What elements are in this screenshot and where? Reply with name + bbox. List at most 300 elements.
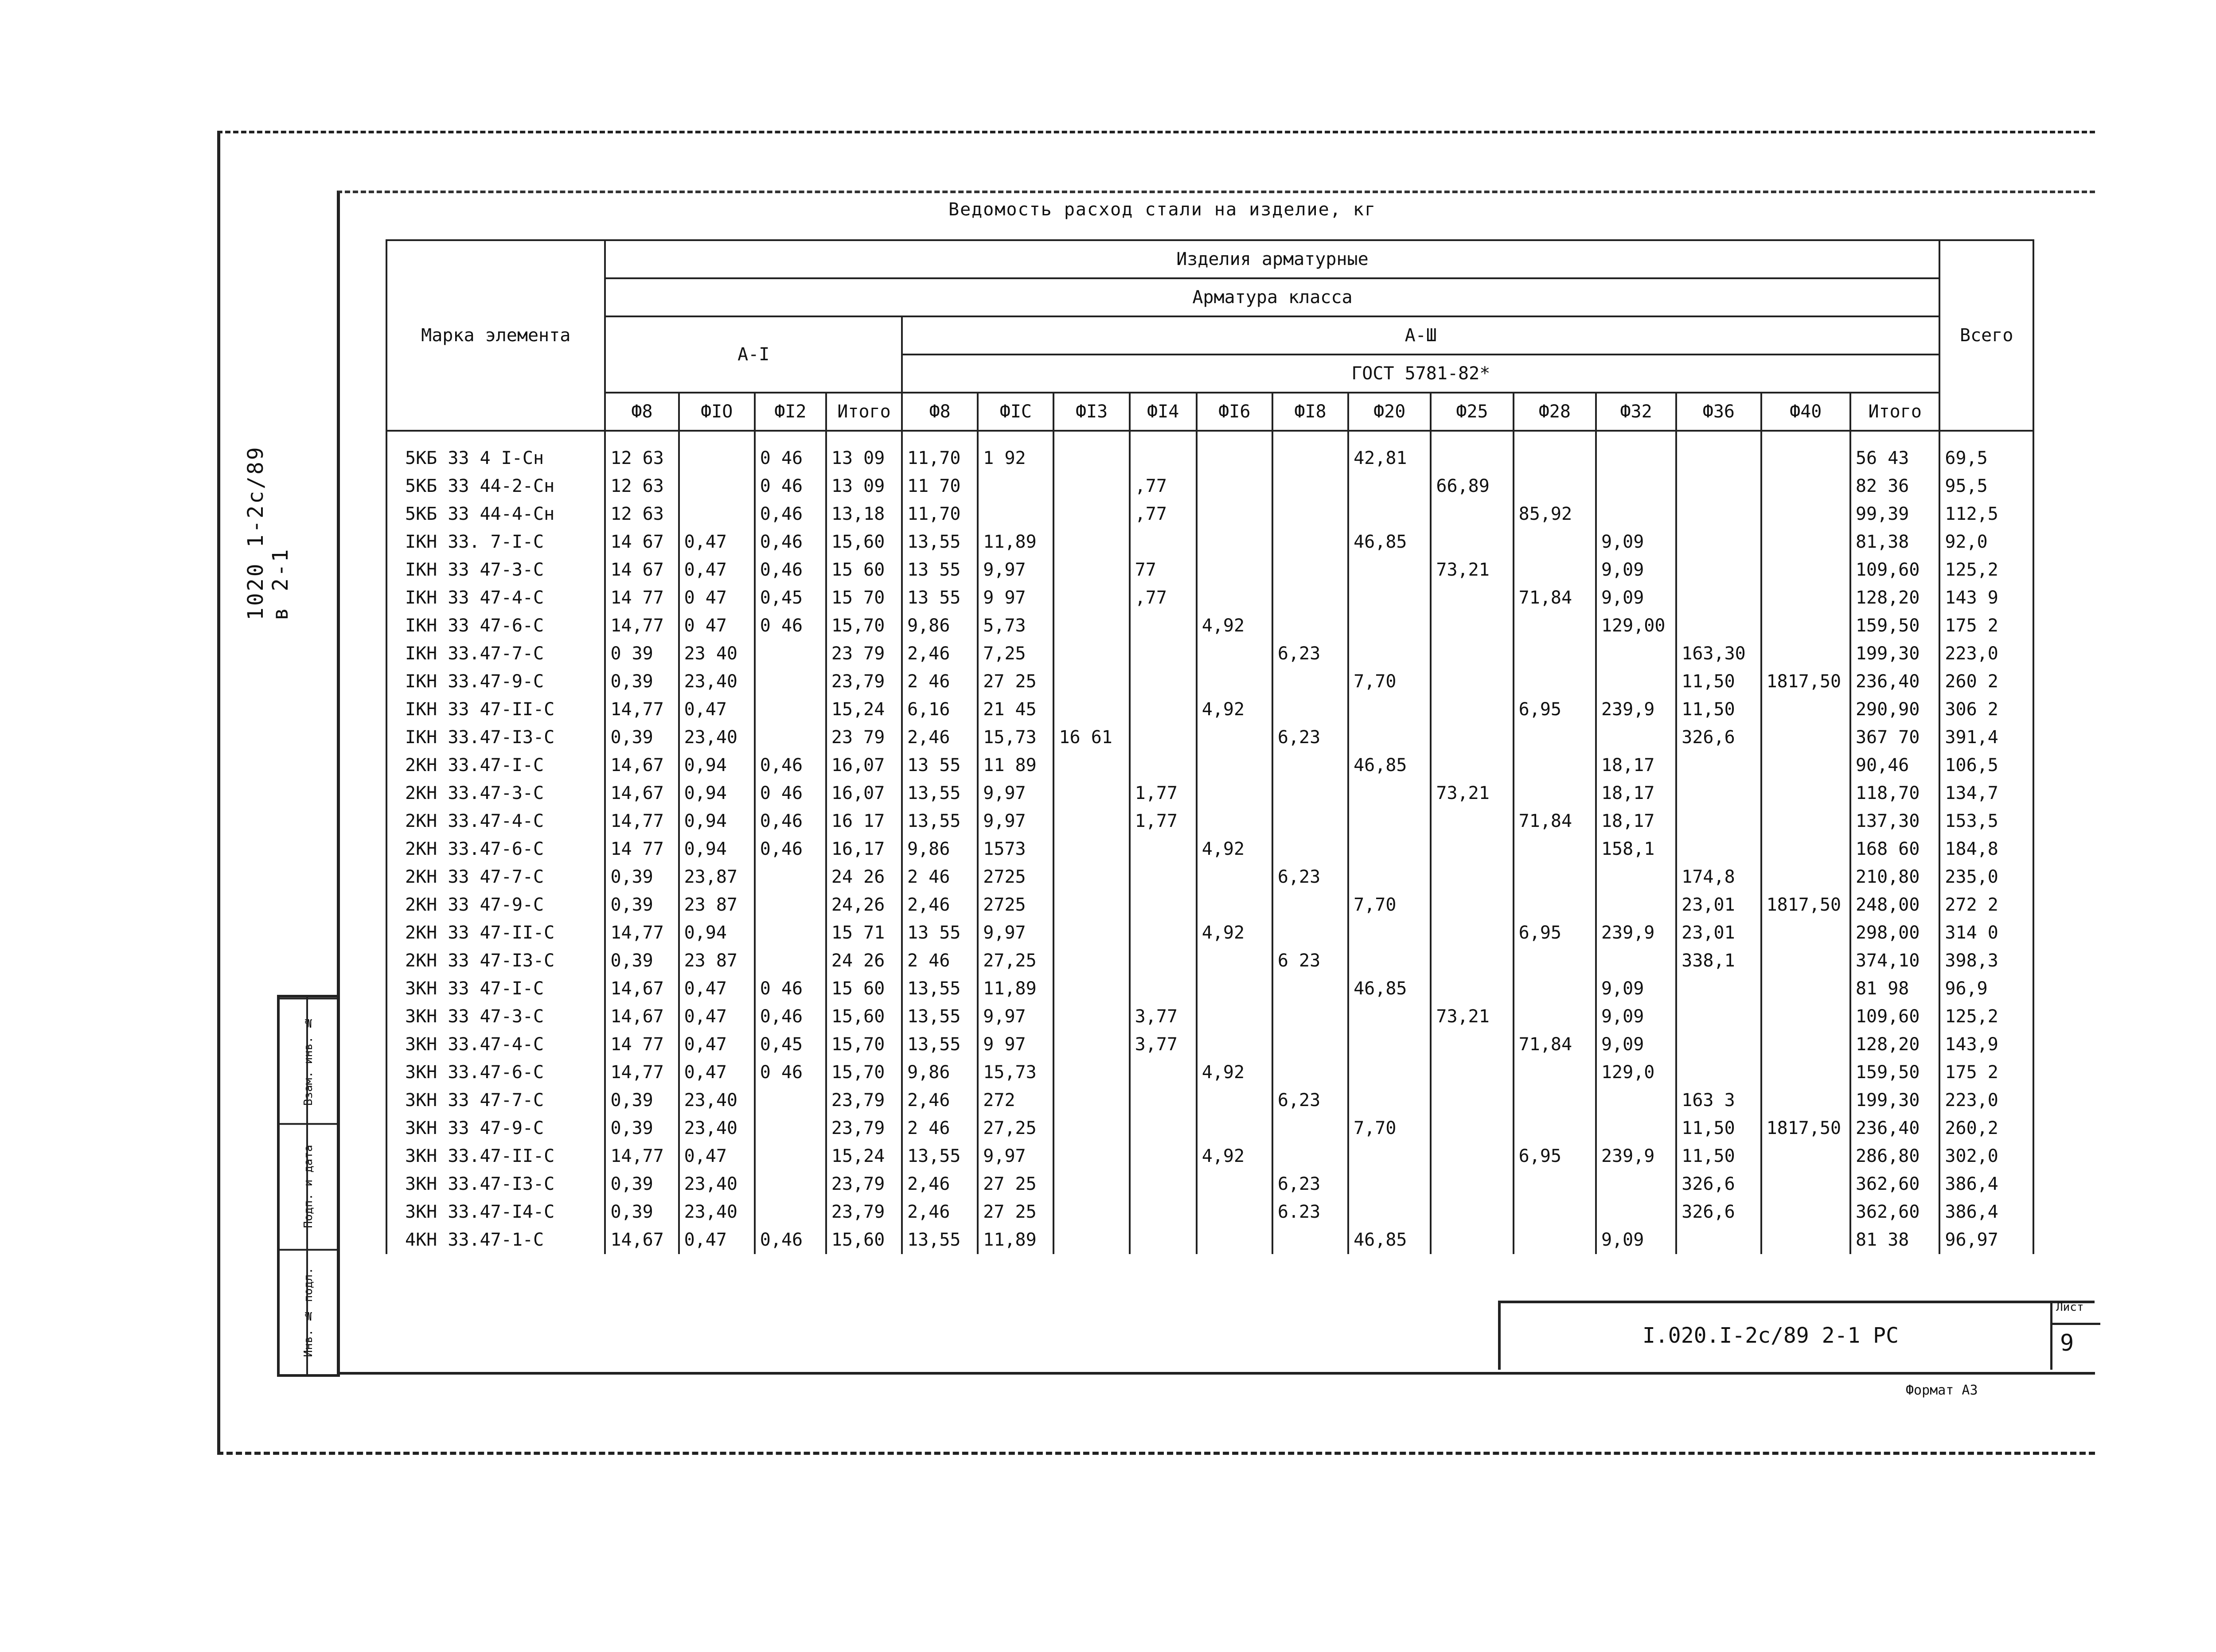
- mass-cell: 11,70: [902, 431, 978, 472]
- mass-cell: 23,01: [1676, 891, 1761, 919]
- mass-cell: [1053, 835, 1129, 863]
- mass-cell: 0,46: [755, 528, 826, 556]
- mass-cell: [1053, 1142, 1129, 1170]
- mass-cell: [1197, 807, 1272, 835]
- mass-cell: 4,92: [1197, 1142, 1272, 1170]
- mass-cell: 4,92: [1197, 612, 1272, 639]
- mass-cell: [755, 1114, 826, 1142]
- mass-cell: [1761, 431, 1850, 472]
- mass-cell: [1053, 975, 1129, 1003]
- mass-cell: 99,39: [1850, 500, 1939, 528]
- mass-cell: [1272, 500, 1348, 528]
- mass-cell: 118,70: [1850, 779, 1939, 807]
- element-mark: 4КН 33.47-1-С: [386, 1226, 605, 1254]
- mass-cell: 7,25: [978, 639, 1053, 667]
- table-row: [386, 667, 2033, 695]
- mass-cell: 81 38: [1850, 1226, 1939, 1254]
- mass-cell: 23,40: [679, 1114, 755, 1142]
- total-header: Всего: [1939, 240, 2033, 431]
- mass-cell: 2,46: [902, 1198, 978, 1226]
- mass-cell: [1348, 835, 1431, 863]
- mass-cell: 77: [1130, 556, 1197, 584]
- mass-cell: 23,79: [826, 667, 902, 695]
- mass-cell: [1676, 500, 1761, 528]
- mass-cell: ,77: [1130, 500, 1197, 528]
- column-header: ФI2: [755, 393, 826, 431]
- mass-cell: [1596, 947, 1676, 975]
- mass-cell: 374,10: [1850, 947, 1939, 975]
- mass-cell: 13,55: [902, 1226, 978, 1254]
- table-row: [386, 1003, 2033, 1031]
- mass-cell: [1431, 1031, 1513, 1059]
- mass-cell: [1514, 1170, 1596, 1198]
- mass-cell: 23 40: [679, 639, 755, 667]
- mass-cell: [1197, 975, 1272, 1003]
- mass-cell: 9,97: [978, 779, 1053, 807]
- mass-cell: 6.23: [1272, 1198, 1348, 1226]
- mass-cell: 2725: [978, 863, 1053, 891]
- mass-cell: [1130, 947, 1197, 975]
- column-header: Ф8: [902, 393, 978, 431]
- column-header: Ф36: [1676, 393, 1761, 431]
- table-row: [386, 1142, 2033, 1170]
- mass-cell: 143,9: [1939, 1031, 2033, 1059]
- mass-cell: 128,20: [1850, 1031, 1939, 1059]
- mass-cell: 11 89: [978, 751, 1053, 779]
- mass-cell: [1130, 1142, 1197, 1170]
- mass-cell: 1817,50: [1761, 1114, 1850, 1142]
- diameter-header-row: [386, 393, 2033, 431]
- mass-cell: 0,46: [755, 1226, 826, 1254]
- column-header: ФIС: [978, 393, 1053, 431]
- table-row: [386, 612, 2033, 639]
- mass-cell: 0,94: [679, 807, 755, 835]
- table-row: [386, 779, 2033, 807]
- mass-cell: 0,47: [679, 1142, 755, 1170]
- table-row: [386, 584, 2033, 612]
- mass-cell: 159,50: [1850, 612, 1939, 639]
- mass-cell: [1197, 1226, 1272, 1254]
- mass-cell: 272 2: [1939, 891, 2033, 919]
- mass-cell: 9,97: [978, 919, 1053, 947]
- mass-cell: 129,00: [1596, 612, 1676, 639]
- mass-cell: 298,00: [1850, 919, 1939, 947]
- stamp-cell: Инв. № подл.: [280, 1249, 337, 1374]
- mass-cell: [755, 1170, 826, 1198]
- mass-cell: [1348, 1142, 1431, 1170]
- mass-cell: 14 77: [605, 584, 679, 612]
- mass-cell: [1272, 1226, 1348, 1254]
- mass-cell: [1676, 431, 1761, 472]
- column-header: Ф8: [605, 393, 679, 431]
- mass-cell: [1761, 1003, 1850, 1031]
- mass-cell: [1130, 975, 1197, 1003]
- column-header: Итого: [826, 393, 902, 431]
- mass-cell: [1348, 1059, 1431, 1087]
- mass-cell: [1431, 584, 1513, 612]
- mass-cell: [1514, 639, 1596, 667]
- mass-cell: 9,09: [1596, 528, 1676, 556]
- mass-cell: 27,25: [978, 947, 1053, 975]
- mass-cell: [1053, 751, 1129, 779]
- mass-cell: [1431, 1170, 1513, 1198]
- mass-cell: 128,20: [1850, 584, 1939, 612]
- mass-cell: [1053, 584, 1129, 612]
- element-mark: ІКН 33 47-3-С: [386, 556, 605, 584]
- mass-cell: [1053, 779, 1129, 807]
- mass-cell: 109,60: [1850, 1003, 1939, 1031]
- mass-cell: 3,77: [1130, 1003, 1197, 1031]
- mass-cell: [1676, 1226, 1761, 1254]
- mass-cell: 2 46: [902, 667, 978, 695]
- mass-cell: 15,60: [826, 528, 902, 556]
- mass-cell: [1596, 639, 1676, 667]
- mass-cell: [755, 639, 826, 667]
- mass-cell: [1348, 639, 1431, 667]
- mass-cell: [1348, 1087, 1431, 1114]
- mass-cell: 23 87: [679, 891, 755, 919]
- mass-cell: [1761, 639, 1850, 667]
- mass-cell: 7,70: [1348, 1114, 1431, 1142]
- mass-cell: [679, 500, 755, 528]
- mass-cell: 0,47: [679, 975, 755, 1003]
- mass-cell: [1761, 584, 1850, 612]
- mass-cell: [1431, 528, 1513, 556]
- mass-cell: 158,1: [1596, 835, 1676, 863]
- mass-cell: 9,09: [1596, 584, 1676, 612]
- mass-cell: 184,8: [1939, 835, 2033, 863]
- mass-cell: 11,89: [978, 975, 1053, 1003]
- mass-cell: 4,92: [1197, 835, 1272, 863]
- mass-cell: [1431, 947, 1513, 975]
- mass-cell: 210,80: [1850, 863, 1939, 891]
- mass-cell: [1197, 639, 1272, 667]
- mass-cell: [1761, 556, 1850, 584]
- mass-cell: [1053, 1226, 1129, 1254]
- mass-cell: [755, 891, 826, 919]
- element-mark: 3КН 33.47-II-С: [386, 1142, 605, 1170]
- side-stamp: [277, 995, 340, 1377]
- mass-cell: 15,70: [826, 1031, 902, 1059]
- mass-cell: 338,1: [1676, 947, 1761, 975]
- mass-cell: 0,46: [755, 1003, 826, 1031]
- mass-cell: 82 36: [1850, 472, 1939, 500]
- mass-cell: 260 2: [1939, 667, 2033, 695]
- mass-cell: 23,40: [679, 667, 755, 695]
- mass-cell: 4,92: [1197, 919, 1272, 947]
- mass-cell: [1761, 695, 1850, 723]
- mass-cell: [1348, 1170, 1431, 1198]
- mass-cell: [1676, 1031, 1761, 1059]
- mass-cell: 1573: [978, 835, 1053, 863]
- element-mark: 3КН 33.47-4-С: [386, 1031, 605, 1059]
- mass-cell: 14,77: [605, 695, 679, 723]
- mass-cell: 9,09: [1596, 556, 1676, 584]
- mass-cell: 9,86: [902, 835, 978, 863]
- mass-cell: [755, 863, 826, 891]
- mass-cell: 11,70: [902, 500, 978, 528]
- mass-cell: 199,30: [1850, 639, 1939, 667]
- mass-cell: 6,23: [1272, 863, 1348, 891]
- mass-cell: 326,6: [1676, 1170, 1761, 1198]
- element-mark: 2КН 33.47-3-С: [386, 779, 605, 807]
- mass-cell: 18,17: [1596, 807, 1676, 835]
- mass-cell: [1197, 431, 1272, 472]
- column-header: ФI6: [1197, 393, 1272, 431]
- table-row: [386, 807, 2033, 835]
- element-mark: 2КН 33.47-4-С: [386, 807, 605, 835]
- mass-cell: [1514, 975, 1596, 1003]
- mass-cell: 11,89: [978, 1226, 1053, 1254]
- mass-cell: [1130, 528, 1197, 556]
- mass-cell: [679, 472, 755, 500]
- mass-cell: 90,46: [1850, 751, 1939, 779]
- element-mark: ІКН 33 47-4-С: [386, 584, 605, 612]
- mass-cell: 239,9: [1596, 695, 1676, 723]
- mass-cell: 239,9: [1596, 919, 1676, 947]
- mass-cell: 14,77: [605, 612, 679, 639]
- mass-cell: [1431, 500, 1513, 528]
- class-a1-header: А-I: [605, 316, 902, 393]
- element-mark: 5КБ 33 44-4-Сн: [386, 500, 605, 528]
- mass-cell: 6,23: [1272, 1087, 1348, 1114]
- mass-cell: 0,94: [679, 779, 755, 807]
- mass-cell: 286,80: [1850, 1142, 1939, 1170]
- mass-cell: 0,46: [755, 751, 826, 779]
- mass-cell: 13,55: [902, 1142, 978, 1170]
- mass-cell: [1431, 695, 1513, 723]
- table-row: [386, 1031, 2033, 1059]
- mass-cell: 23,40: [679, 1170, 755, 1198]
- class-a3-header: А-Ш: [902, 316, 1939, 355]
- mass-cell: [1197, 1114, 1272, 1142]
- mass-cell: 168 60: [1850, 835, 1939, 863]
- table-row: [386, 1226, 2033, 1254]
- mass-cell: 153,5: [1939, 807, 2033, 835]
- rebar-class-header: Арматура класса: [605, 278, 1939, 316]
- mass-cell: 46,85: [1348, 975, 1431, 1003]
- mass-cell: 15,70: [826, 612, 902, 639]
- mass-cell: 125,2: [1939, 1003, 2033, 1031]
- mass-cell: 0 46: [755, 431, 826, 472]
- mass-cell: 14,67: [605, 1226, 679, 1254]
- mass-cell: 24,26: [826, 891, 902, 919]
- mass-cell: [1596, 1170, 1676, 1198]
- mass-cell: [1431, 751, 1513, 779]
- mass-cell: [1053, 612, 1129, 639]
- mass-cell: [1130, 612, 1197, 639]
- mass-cell: 9 97: [978, 584, 1053, 612]
- mass-cell: [1130, 919, 1197, 947]
- mass-cell: [1272, 584, 1348, 612]
- mass-cell: [1514, 431, 1596, 472]
- mass-cell: [1348, 584, 1431, 612]
- mass-cell: [755, 1142, 826, 1170]
- table-row: [386, 975, 2033, 1003]
- table-row: [386, 500, 2033, 528]
- steel-table: [386, 239, 2034, 1254]
- element-mark: 3КН 33 47-3-С: [386, 1003, 605, 1031]
- mass-cell: 137,30: [1850, 807, 1939, 835]
- mass-cell: 0 46: [755, 472, 826, 500]
- element-mark: ІКН 33.47-I3-С: [386, 723, 605, 751]
- element-mark: 2КН 33.47-I-С: [386, 751, 605, 779]
- mass-cell: [679, 431, 755, 472]
- mass-cell: 46,85: [1348, 528, 1431, 556]
- mass-cell: 2 46: [902, 947, 978, 975]
- mass-cell: 2 46: [902, 1114, 978, 1142]
- mass-cell: 13,55: [902, 528, 978, 556]
- mass-cell: [1596, 1087, 1676, 1114]
- mass-cell: [1596, 500, 1676, 528]
- mass-cell: [1596, 891, 1676, 919]
- mass-cell: 15,73: [978, 1059, 1053, 1087]
- mass-cell: [1053, 863, 1129, 891]
- mass-cell: 129,0: [1596, 1059, 1676, 1087]
- mass-cell: 314 0: [1939, 919, 2033, 947]
- mass-cell: [1431, 919, 1513, 947]
- mass-cell: [1197, 1087, 1272, 1114]
- mass-cell: [1348, 723, 1431, 751]
- mass-cell: 92,0: [1939, 528, 2033, 556]
- element-mark: ІКН 33.47-7-С: [386, 639, 605, 667]
- mass-cell: 326,6: [1676, 723, 1761, 751]
- mass-cell: [1272, 695, 1348, 723]
- mass-cell: [1130, 1114, 1197, 1142]
- mass-cell: [1514, 556, 1596, 584]
- mass-cell: [1676, 975, 1761, 1003]
- mass-cell: 56 43: [1850, 431, 1939, 472]
- mass-cell: [1676, 751, 1761, 779]
- mass-cell: [1053, 1031, 1129, 1059]
- mass-cell: [1272, 612, 1348, 639]
- mass-cell: [1431, 612, 1513, 639]
- mass-cell: 18,17: [1596, 779, 1676, 807]
- mass-cell: 9,09: [1596, 1031, 1676, 1059]
- mass-cell: 1,77: [1130, 807, 1197, 835]
- table-row: [386, 431, 2033, 472]
- mass-cell: 6,95: [1514, 919, 1596, 947]
- mass-cell: 0 46: [755, 612, 826, 639]
- mass-cell: [1431, 431, 1513, 472]
- mass-cell: [1514, 891, 1596, 919]
- mass-cell: [1514, 612, 1596, 639]
- element-mark: ІКН 33 47-6-С: [386, 612, 605, 639]
- element-mark: 3КН 33.47-I4-С: [386, 1198, 605, 1226]
- mass-cell: 42,81: [1348, 431, 1431, 472]
- mass-cell: [1348, 1031, 1431, 1059]
- mass-cell: 0,94: [679, 835, 755, 863]
- mass-cell: 24 26: [826, 947, 902, 975]
- mass-cell: 71,84: [1514, 584, 1596, 612]
- column-header: ФI3: [1053, 393, 1129, 431]
- mass-cell: [1053, 807, 1129, 835]
- mass-cell: 16,07: [826, 751, 902, 779]
- mass-cell: 362,60: [1850, 1198, 1939, 1226]
- mass-cell: 27,25: [978, 1114, 1053, 1142]
- mass-cell: 0,47: [679, 1031, 755, 1059]
- mass-cell: 23 79: [826, 723, 902, 751]
- mass-cell: 0 39: [605, 639, 679, 667]
- mass-cell: 95,5: [1939, 472, 2033, 500]
- mass-cell: [1348, 472, 1431, 500]
- mass-cell: 0,94: [679, 919, 755, 947]
- mass-cell: 223,0: [1939, 639, 2033, 667]
- mass-cell: [1596, 1198, 1676, 1226]
- mass-cell: [1348, 807, 1431, 835]
- mass-cell: 14,77: [605, 1059, 679, 1087]
- mass-cell: [1197, 1198, 1272, 1226]
- table-row: [386, 472, 2033, 500]
- mass-cell: 15,24: [826, 695, 902, 723]
- mass-cell: 175 2: [1939, 1059, 2033, 1087]
- mass-cell: 16 17: [826, 807, 902, 835]
- mass-cell: 0,39: [605, 947, 679, 975]
- mass-cell: 9,86: [902, 612, 978, 639]
- side-document-code: 1020 1-2с/89 в 2-1: [243, 445, 293, 620]
- mass-cell: 73,21: [1431, 1003, 1513, 1031]
- title-block: [1498, 1301, 2095, 1370]
- mass-cell: 13 55: [902, 751, 978, 779]
- mass-cell: 7,70: [1348, 667, 1431, 695]
- mass-cell: 14,67: [605, 975, 679, 1003]
- mass-cell: 13 55: [902, 584, 978, 612]
- stamp-cell: Взам. инв. №: [280, 997, 337, 1123]
- column-header: ФI4: [1130, 393, 1197, 431]
- mass-cell: [1197, 751, 1272, 779]
- mass-cell: [1514, 863, 1596, 891]
- mass-cell: [1197, 528, 1272, 556]
- mass-cell: 23,79: [826, 1170, 902, 1198]
- mass-cell: 12 63: [605, 500, 679, 528]
- gost-header: ГОСТ 5781-82*: [902, 355, 1939, 393]
- mass-cell: [1514, 1198, 1596, 1226]
- mass-cell: 14,77: [605, 1142, 679, 1170]
- mass-cell: 14,67: [605, 751, 679, 779]
- mass-cell: 2,46: [902, 1087, 978, 1114]
- mass-cell: 386,4: [1939, 1170, 2033, 1198]
- mass-cell: 9,97: [978, 807, 1053, 835]
- mass-cell: [1676, 584, 1761, 612]
- mass-cell: [1348, 779, 1431, 807]
- mass-cell: 0,47: [679, 1003, 755, 1031]
- mass-cell: [1197, 947, 1272, 975]
- element-mark: 3КН 33 47-9-С: [386, 1114, 605, 1142]
- mass-cell: [1596, 472, 1676, 500]
- mass-cell: [1676, 1003, 1761, 1031]
- mass-cell: [1053, 472, 1129, 500]
- mass-cell: [1348, 556, 1431, 584]
- mass-cell: 14,67: [605, 1003, 679, 1031]
- mass-cell: 71,84: [1514, 1031, 1596, 1059]
- mass-cell: [1431, 1226, 1513, 1254]
- mass-cell: [1514, 947, 1596, 975]
- mass-cell: 16,17: [826, 835, 902, 863]
- mass-cell: [1761, 500, 1850, 528]
- mass-cell: [1053, 500, 1129, 528]
- mass-cell: [755, 667, 826, 695]
- mass-cell: 2,46: [902, 723, 978, 751]
- mass-cell: 386,4: [1939, 1198, 2033, 1226]
- table-row: [386, 863, 2033, 891]
- mass-cell: 0,39: [605, 723, 679, 751]
- mass-cell: [1761, 779, 1850, 807]
- mass-cell: 125,2: [1939, 556, 2033, 584]
- mass-cell: [1130, 863, 1197, 891]
- mass-cell: 0,39: [605, 1114, 679, 1142]
- mass-cell: [1761, 1142, 1850, 1170]
- mass-cell: [1514, 1059, 1596, 1087]
